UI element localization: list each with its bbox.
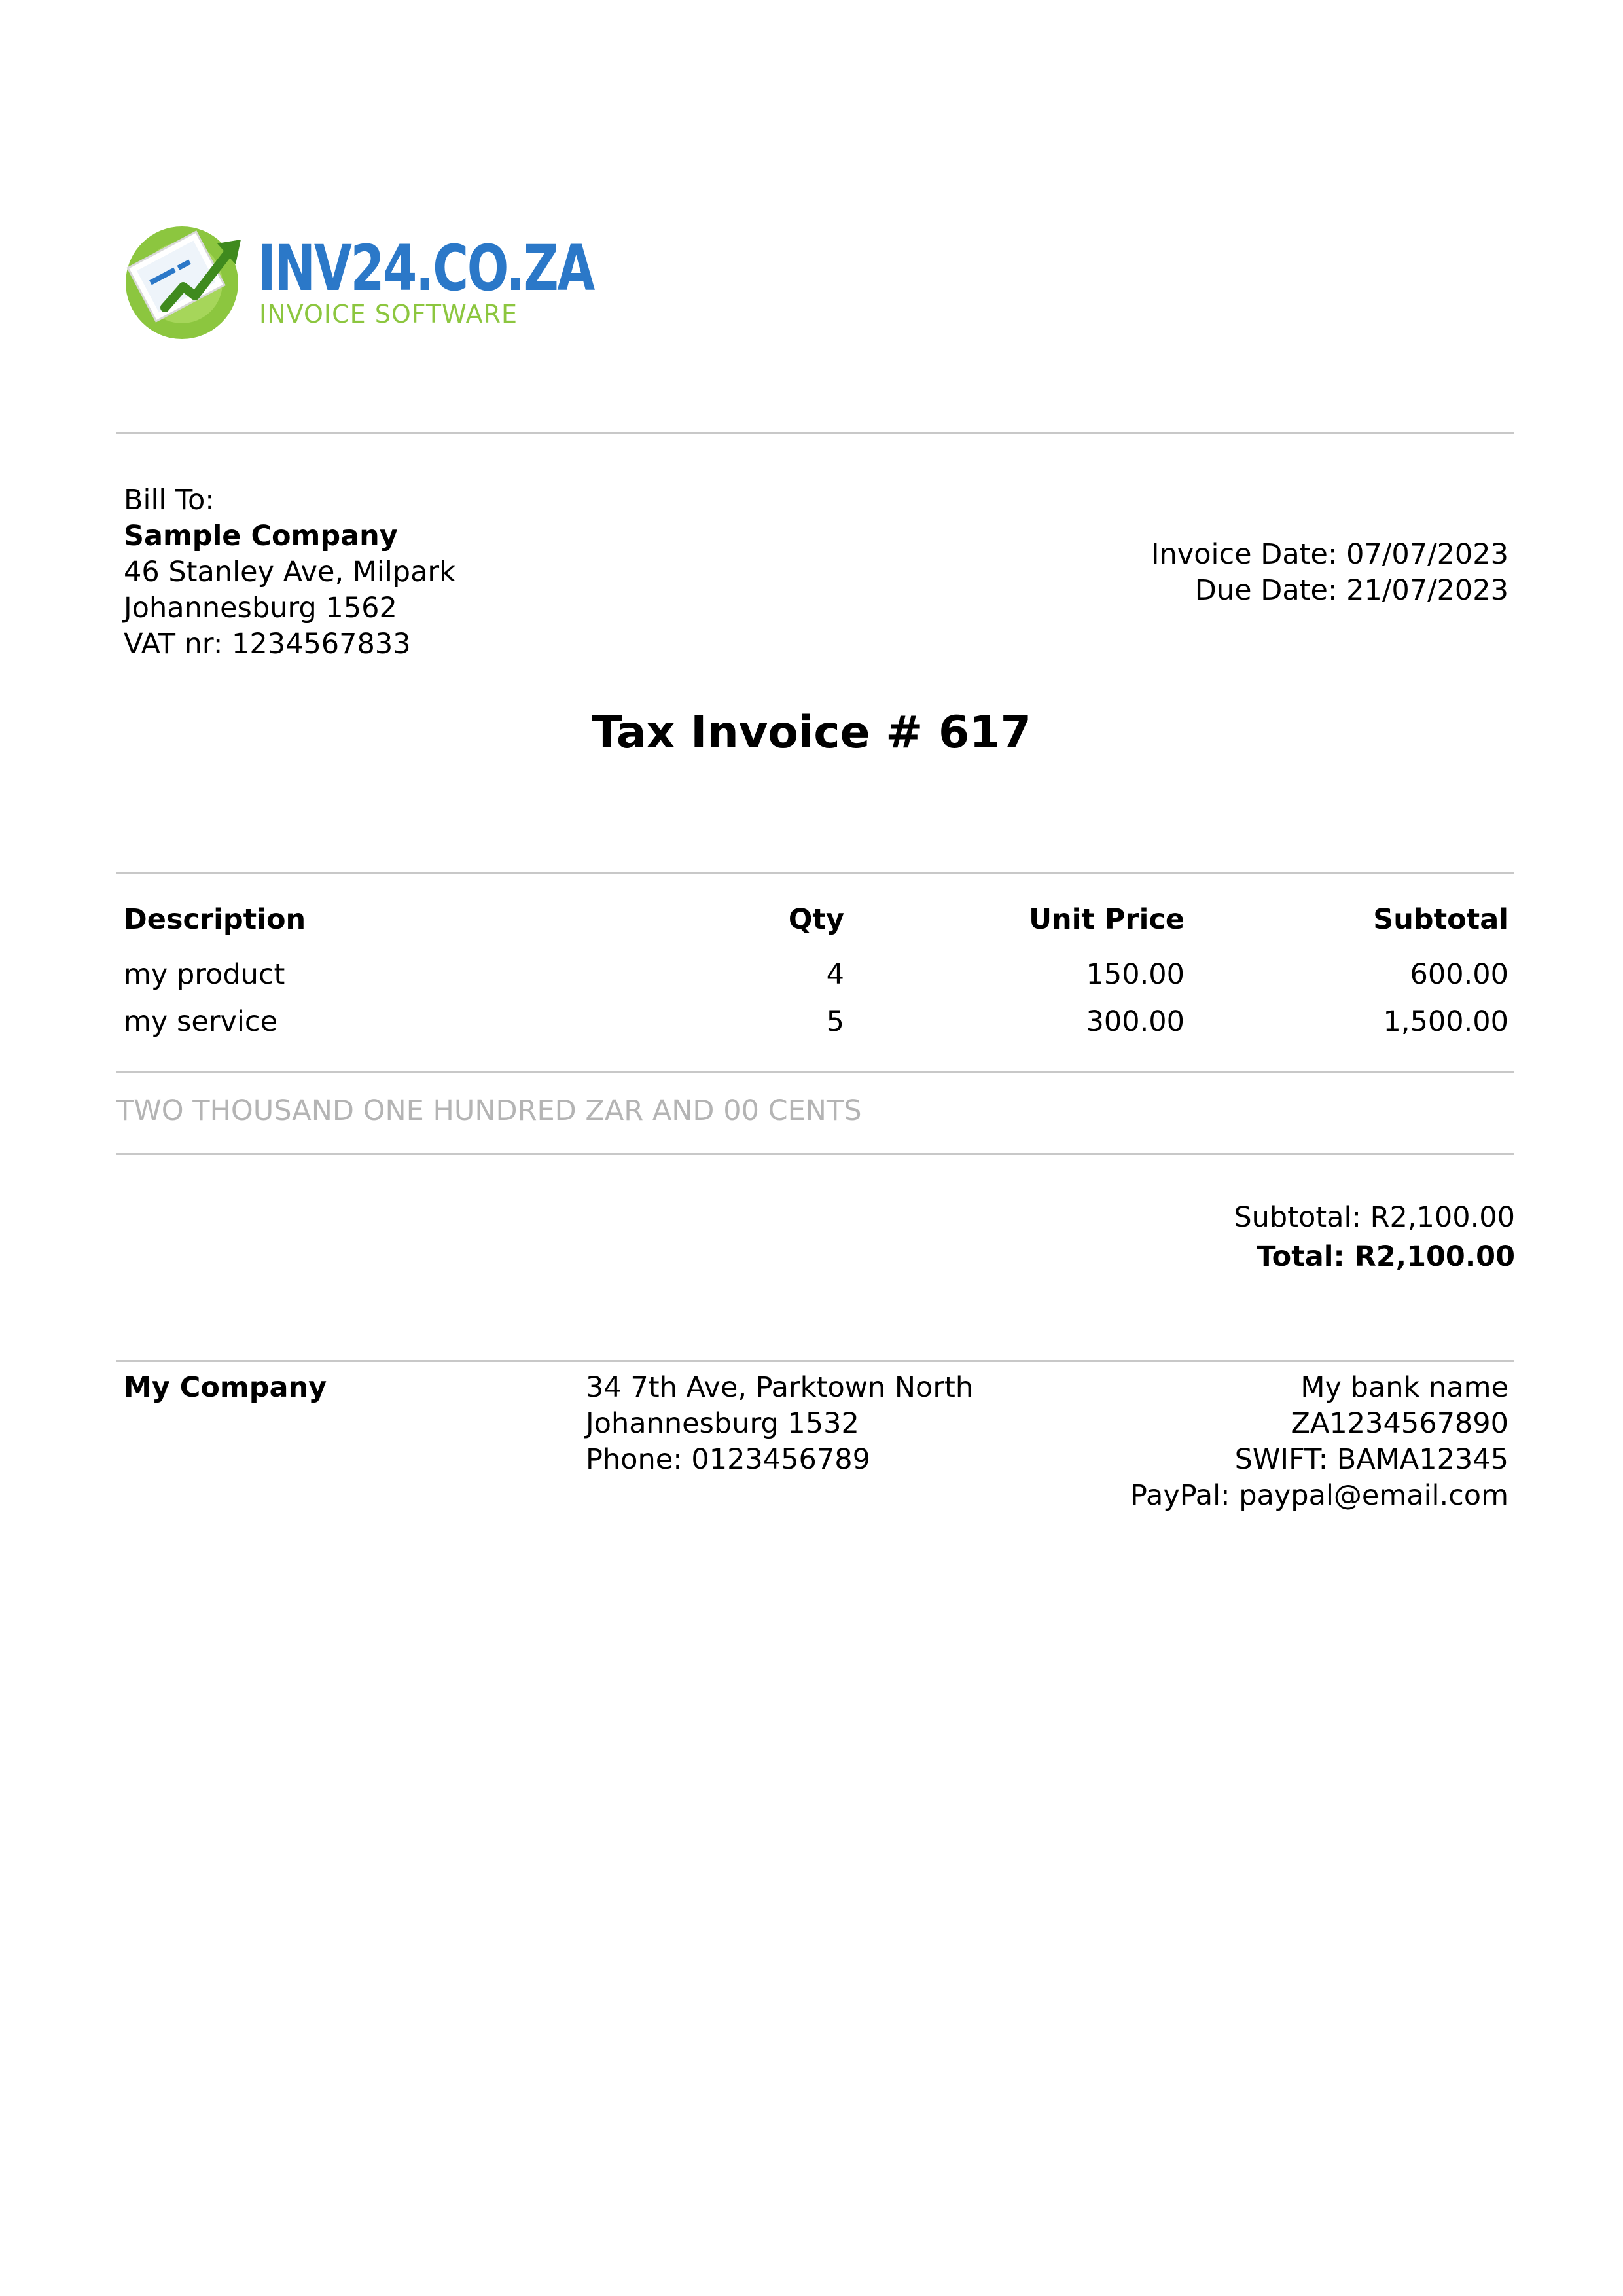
footer-divider: [116, 1360, 1514, 1362]
header-divider: [116, 432, 1514, 434]
row-description: my service: [124, 1005, 278, 1038]
header-description: Description: [124, 903, 306, 936]
bill-to-address-line2: Johannesburg 1562: [124, 592, 397, 624]
due-date: Due Date: 21/07/2023: [1194, 574, 1508, 607]
footer-company-name: My Company: [124, 1371, 327, 1404]
totals-total: Total: R2,100.00: [1257, 1240, 1515, 1273]
bill-to-vat: VAT nr: 1234567833: [124, 628, 411, 660]
header-subtotal: Subtotal: [1373, 903, 1508, 936]
footer-paypal: PayPal: paypal@email.com: [1130, 1479, 1508, 1512]
amount-in-words: TWO THOUSAND ONE HUNDRED ZAR AND 00 CENTS: [116, 1094, 862, 1127]
invoice-title: Tax Invoice # 617: [592, 707, 1031, 759]
logo-brand-text: INV24.CO.ZA: [258, 232, 594, 305]
row-qty: 5: [826, 1005, 844, 1038]
row-qty: 4: [826, 958, 844, 991]
header-unit-price: Unit Price: [1029, 903, 1185, 936]
header-qty: Qty: [788, 903, 844, 936]
logo-emblem-icon: [119, 209, 250, 340]
row-description: my product: [124, 958, 285, 991]
footer-account-number: ZA1234567890: [1291, 1407, 1508, 1440]
bill-to-address-line1: 46 Stanley Ave, Milpark: [124, 556, 456, 588]
footer-bank-name: My bank name: [1300, 1371, 1508, 1404]
table-top-divider: [116, 872, 1514, 874]
footer-address-line2: Johannesburg 1532: [586, 1407, 859, 1440]
company-logo: [119, 209, 594, 347]
bill-to-company: Sample Company: [124, 520, 398, 552]
table-bottom-divider: [116, 1071, 1514, 1073]
row-subtotal: 600.00: [1410, 958, 1508, 991]
footer-phone: Phone: 0123456789: [586, 1443, 870, 1476]
amount-divider: [116, 1153, 1514, 1155]
row-unit-price: 150.00: [1086, 958, 1185, 991]
footer-address-line1: 34 7th Ave, Parktown North: [586, 1371, 974, 1404]
row-subtotal: 1,500.00: [1383, 1005, 1508, 1038]
totals-subtotal: Subtotal: R2,100.00: [1234, 1201, 1515, 1234]
row-unit-price: 300.00: [1086, 1005, 1185, 1038]
bill-to-label: Bill To:: [124, 484, 215, 516]
logo-tagline: INVOICE SOFTWARE: [259, 300, 518, 329]
invoice-date: Invoice Date: 07/07/2023: [1150, 538, 1508, 571]
footer-swift: SWIFT: BAMA12345: [1234, 1443, 1508, 1476]
